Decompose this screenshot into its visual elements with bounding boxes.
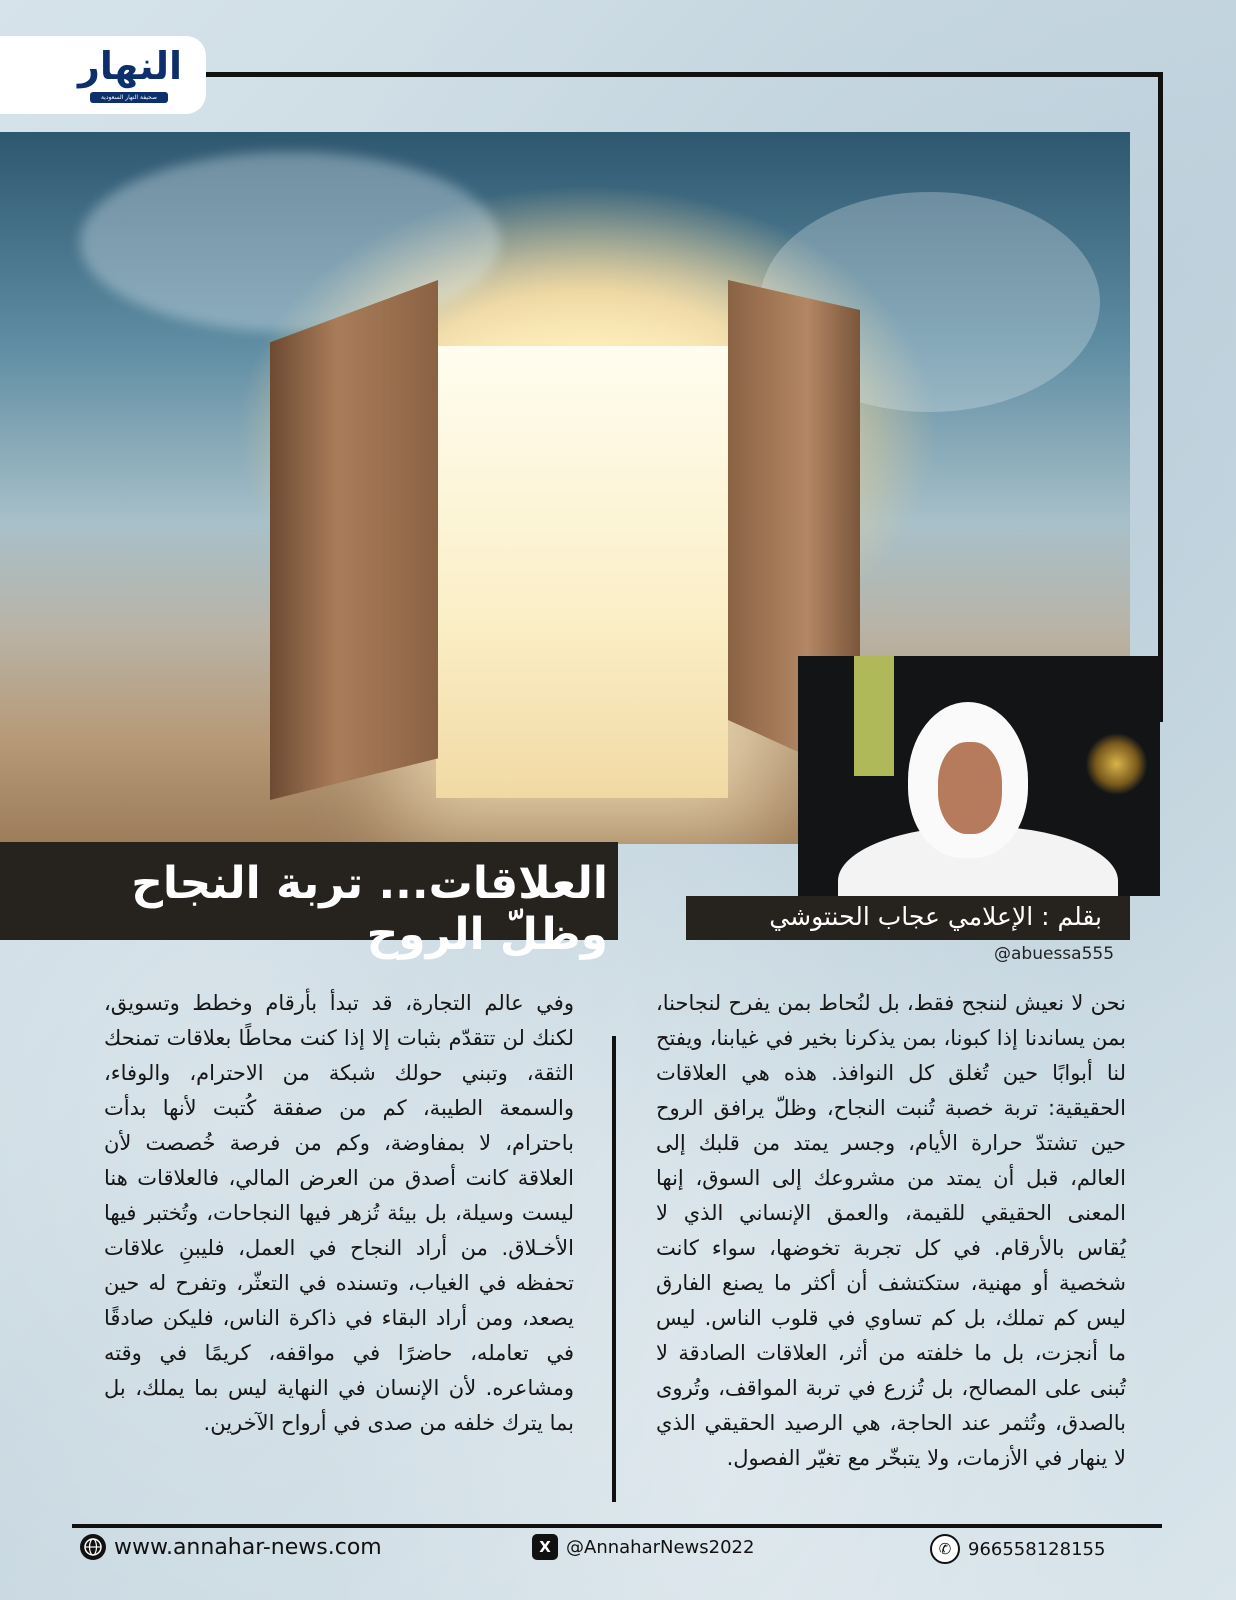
column-divider: [612, 1036, 616, 1502]
x-handle[interactable]: @AnnaharNews2022: [566, 1536, 755, 1558]
globe-icon: [80, 1534, 106, 1560]
article-headline: العلاقات... تربة النجاح وظلّ الروح: [131, 858, 608, 960]
footer-divider: [72, 1524, 1162, 1528]
whatsapp-icon: ✆: [930, 1534, 960, 1564]
frame-line-top: [206, 72, 1163, 77]
x-icon: X: [532, 1534, 558, 1560]
logo[interactable]: [0, 36, 206, 114]
byline-banner: [686, 896, 1130, 940]
article-column-left: وفي عالم التجارة، قد تبدأ بأرقام وخطط وتسويق، لكنك لن تتقدّم بثبات إلا إذا كنت محاطًا بعلاقات تمنحك الثقة، وتبني حولك شبكة من الاحترام، والوفاء، والسمعة الطيبة، كم من صفقة كُتبت لأنها بدأت باحترام، لا بمفاوضة، وكم من فرصة خُصصت لأن العلاقة كانت أصدق من العرض المالي، فالعلاقات هنا ليست وسيلة، بل بيئة تُزهر فيها النجاحات، وتُختبر فيها الأخـلاق. من أراد النجاح في العمل، فليبنِ علاقات تحفظه في الغياب، وتسنده في التعثّر، وتفرح له حين يصعد، ومن أراد البقاء في ذاكرة الناس، فليكن صادقًا في تعامله، حاضرًا في مواقفه، كريمًا في وقته ومشاعره. لأن الإنسان في النهاية ليس بما يملك، بل بما يترك خلفه من صدى في أرواح الآخرين.: [104, 991, 574, 1435]
whatsapp-number[interactable]: 966558128155: [968, 1538, 1106, 1560]
portrait-face: [938, 742, 1002, 834]
door-light: [436, 346, 728, 798]
footer-website[interactable]: [80, 1534, 382, 1560]
footer-x[interactable]: [532, 1534, 754, 1560]
author-handle[interactable]: @abuessa555: [994, 944, 1115, 964]
frame-line-right: [1158, 72, 1163, 722]
website-url[interactable]: www.annahar-news.com: [114, 1534, 382, 1560]
article-column-right: نحن لا نعيش لننجح فقط، بل لنُحاط بمن يفرح لنجاحنا، بمن يساندنا إذا كبونا، بمن يذكرنا بخير في غيابنا، ويفتح لنا أبوابًا حين تُغلق كل النوافذ. هذه هي العلاقات الحقيقية: تربة خصبة تُنبت النجاح، وظلّ يرافق الروح حين تشتدّ حرارة الأيام، وجسر يمتد من قلبك إلى العالم، قبل أن يمتد من مشروعك إلى السوق، إنها المعنى الحقيقي للقيمة، والعمق الإنساني الذي لا يُقاس بالأرقام. في كل تجربة تخوضها، سواء كانت شخصية أو مهنية، ستكتشف أن أكثر ما يصنع الفارق ليس كم تملك، بل كم تساوي في قلوب الناس. ليس ما أنجزت، بل ما خلفته من أثر، العلاقات الصادقة لا تُبنى على المصالح، بل تُزرع في تربة المواقف، وتُروى بالصدق، وتُثمر عند الحاجة، هي الرصيد الحقيقي الذي لا ينهار في الأزمات، ولا يتبخّر مع تغيّر الفصول.: [656, 991, 1126, 1470]
door-panel-left: [270, 280, 438, 800]
footer-whatsapp[interactable]: [930, 1534, 1105, 1564]
headline-banner: [0, 842, 618, 960]
bokeh-light: [854, 656, 894, 776]
logo-tagline: صحيفة النهار السعودية: [90, 92, 168, 103]
logo-text: النهار: [78, 44, 183, 88]
author-portrait: [798, 656, 1160, 896]
article-byline: بقلم : الإعلامي عجاب الحنتوشي: [769, 902, 1102, 931]
